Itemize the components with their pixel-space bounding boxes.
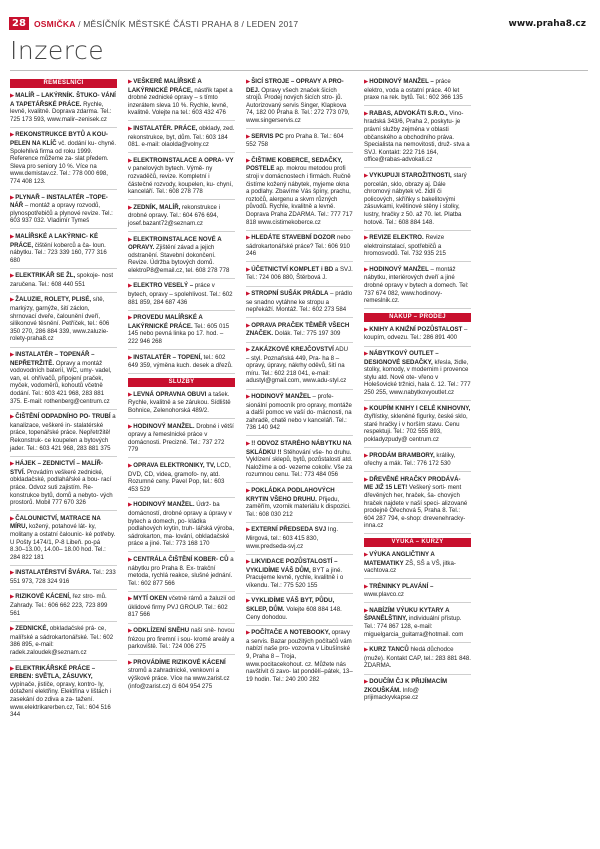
ad-body: tel.: 602 649 359, výměna kuch. desek a dřezů. [128,353,233,370]
bullet-triangle-icon: ▶ [128,628,133,635]
ad-headline: VEŠKERÉ MALÍŘSKÉ A LAKÝRNICKÉ PRÁCE, [128,78,202,94]
ad-headline: PROVEDU MALÍŘSKÉ A LAKÝRNICKÉ PRÁCE. [128,314,203,330]
masthead [34,18,298,30]
bullet-triangle-icon: ▶ [246,487,251,494]
bullet-triangle-icon: ▶ [128,354,133,361]
ad-headline: OPRAVA PRAČEK TĚMĚŘ VŠECH ZNAČEK. [246,321,350,338]
ad-body: Info@ prijimackyvkapse.cz [364,686,419,702]
bullet-triangle-icon: ▶ [364,110,369,117]
classified-ad [10,351,117,410]
ad-body: Veškerý sorti- ment dřevěných her, hraček, ša- chových hraček najdete v naší speci- alizované prodejně Ořechová 5, Praha 8. Tel.: 604 287 794, e-shop: drevenehracky-inna.cz [364,484,468,530]
bullet-triangle-icon: ▶ [128,423,133,430]
classified-ad [364,476,471,535]
classified-ad [10,625,117,661]
classified-ad [128,157,235,200]
ad-body: – prádlo se snadno vytáhne ke stropu a nepřekáží. Montáž. Tel.: 602 273 584 [246,290,353,314]
ad-headline: ZEDNÍK, MALÍŘ, [133,203,181,211]
ad-body: Volejte 608 884 148. Ceny dohodou. [246,606,342,621]
ad-body: LCD, DVD, CD, videa, gramofo- ny, atd. Rozumné ceny. Pavel Pop, tel.: 603 453 529 [128,461,231,493]
classified-ad [364,405,471,448]
bullet-triangle-icon: ▶ [246,598,251,605]
classified-ad [364,350,471,401]
ad-headline: HODINOVÝ MANŽEL [369,265,429,273]
ad-body: práce v bytech, opravy – spolehlivost. Tel.: 602 881 859, 284 687 436 [128,282,233,306]
bullet-triangle-icon: ▶ [10,570,15,577]
ad-headline: RABAS, ADVOKÁTI S.R.O., [369,109,448,117]
classified-ad [364,607,471,643]
ad-headline: LEVNÁ OPRAVNA OBUVI [133,390,207,398]
bullet-triangle-icon: ▶ [10,233,15,240]
classified-ad [128,236,235,279]
ad-body: vč. dodání ku- chyně. Spolehlivá firma od roku 1999. Reference můžeme za- slat předem. Sleva pro seniory 10 %. Více na www.demistav.cz. Tel.: 778 000 698, 774 408 123. [10,139,117,185]
ad-body: křesla, židle, stolky, komody, v modernim i provence stylu atd. Nově ote- vřeno v Holešovické tržnici, hala č. 12. Tel.: 777 250 255, www.nabytkovyoutlet.cz [364,358,471,396]
classified-ad [128,354,235,375]
ad-body: obkladačské prá- ce, malířské a sádrokartonářské. Tel.: 602 386 895, e-mail: radek.zaloudek@seznam.cz [10,625,114,657]
bullet-triangle-icon: ▶ [10,132,15,139]
classified-ad [246,133,353,154]
ad-body: Zjištění závad a jejich odstranění. Stavební dokončení. Revize. Údržba bytových domů. elektroP8@email.cz, tel. 608 278 778 [128,244,230,274]
bullet-triangle-icon: ▶ [246,79,251,85]
bullet-triangle-icon: ▶ [128,502,133,509]
bullet-triangle-icon: ▶ [128,283,133,290]
bullet-triangle-icon: ▶ [246,527,251,534]
bullet-triangle-icon: ▶ [246,347,251,354]
ad-body: naší sně- hovou frézou pro firemní i sou- kromé areály a parkoviště. Tel.: 724 006 275 [128,627,235,651]
ad-body: BYT a jiné. Pracujeme levně, rychle, kvalitně i o víkendu. Tel.: 775 520 155 [246,566,344,589]
classified-ad [246,487,353,523]
classified-ad [246,157,353,231]
ad-headline: MALÍŘ – LAKÝRNÍK. ŠTUKO- VÁNÍ A TAPETÁŘSKÉ PRÁCE. [10,92,116,108]
classified-ad [364,234,471,262]
bullet-triangle-icon: ▶ [246,266,251,273]
ad-body: a SVJ. Tel.: 724 006 880, Štěrbová J. [246,265,353,282]
ad-headline: DOUČÍM ČJ K PŘIJÍMACÍM ZKOUŠKÁM. [364,678,448,694]
site-url[interactable]: www.praha8.cz [508,19,586,29]
classified-ad [10,460,117,511]
ad-headline: KOUPÍM KNIHY I CELÉ KNIHOVNY, [369,404,471,412]
bullet-triangle-icon: ▶ [128,556,133,563]
ad-headline: ČIŠTĚNÍ ODPADNÍHO PO- TRUBÍ [15,413,111,421]
ad-headline: ELEKTROINSTALACE NOVÉ A OPRAVY. [128,235,222,252]
ad-body: hledá důchodce (muže). Kontakt CAP, tel.: 283 881 848. ZDARMA. [364,646,471,670]
ad-body: ZŠ, SŠ a VŠ, jitka-vachtova.cz [364,559,456,575]
bullet-triangle-icon: ▶ [246,559,251,566]
classified-ad [10,194,117,230]
classified-ad [10,131,117,190]
ad-body: – koupím, odvezu. Tel.: 286 891 400 [364,325,468,342]
classified-ad [246,440,353,483]
classified-ad [10,272,117,293]
bullet-triangle-icon: ▶ [10,273,15,280]
page-header [0,17,600,31]
ad-headline: RIZIKOVÉ KÁCENÍ, [15,593,71,601]
section-heading: VÝUKA – KURZY [364,538,471,547]
ad-headline: SERVIS PC [251,132,284,140]
bullet-triangle-icon: ▶ [10,194,15,201]
bullet-triangle-icon: ▶ [364,405,369,412]
classified-ad [364,678,471,705]
bullet-triangle-icon: ▶ [364,351,369,358]
bullet-triangle-icon: ▶ [128,391,133,398]
ad-headline: INSTALATÉR. PRÁCE, [133,124,198,132]
classified-ad [246,322,353,343]
bullet-triangle-icon: ▶ [364,583,369,590]
ad-headline: VYKLIDÍME VÁŠ BYT, PŮDU, SKLEP, DŮM. [246,597,335,614]
bullet-triangle-icon: ▶ [364,235,369,242]
bullet-triangle-icon: ▶ [364,79,369,85]
bullet-triangle-icon: ▶ [10,626,15,633]
ad-body: kožený, potahové lát- ky, molitany a ostatní čalounic- ké potřeby. U Pošty 1474/1, P-8 Libeň. po-pá 8.30–13.00, 14.00– 18.00 hod. Tel.: 284 822 181 [10,523,116,561]
ad-headline: NÁBYTKOVÝ OUTLET – DESIGNOVÉ SEDAČKY, [364,350,439,366]
column-1 [10,78,117,726]
classified-ad [128,423,235,459]
ad-body: nebo sádrokartonářské práce? Tel.: 606 910 246 [246,234,351,258]
ad-headline: HODINOVÝ MANŽEL. [133,501,195,509]
ad-body: Přijedu, zaměřím, vzornik materiálu k dispozici. Tel.: 608 030 212 [246,495,351,518]
ad-headline: ÚČETNICTVÍ KOMPLET i BD [251,265,334,273]
ad-headline: HÁJEK – ZEDNICTVÍ – MALÍŘ- STVÍ. [10,460,103,476]
classified-ad [128,282,235,310]
ad-headline: ŽALUZIE, ROLETY, PLISÉ, [15,296,92,304]
ad-body: stromů a zahradnické, venkovní a výškové práce. Více na www.zarist.cz (info@zarist.cz) či 604 954 275 [128,667,230,690]
ad-body: rekonstrukce i drobné opravy. Tel.: 604 676 694, josef.bazant72@seznam.cz [128,203,220,227]
bullet-triangle-icon: ▶ [10,414,15,421]
ad-headline: VYKUPUJI STAROŽITNOSTI, [369,171,452,179]
bullet-triangle-icon: ▶ [128,462,133,469]
classified-ad [10,593,117,621]
bullet-triangle-icon: ▶ [246,291,251,298]
ad-body: nástřik tapet a drobné zednické opravy – s tímto inzerátem sleva 10 %. Rychle, levně, kvalitně. Volejte na tel.: 603 432 476 [128,86,233,117]
bullet-triangle-icon: ▶ [364,476,369,483]
ad-body: www.plavco.cz [364,591,404,599]
bullet-triangle-icon: ▶ [246,133,251,140]
ad-body: včetně rámů a žaluzií od úklidové firmy PVJ GROUP. Tel.: 602 817 566 [128,595,235,619]
classified-ad [364,326,471,347]
bullet-triangle-icon: ▶ [128,236,133,243]
bullet-triangle-icon: ▶ [364,452,369,459]
classified-ad [246,346,353,389]
ad-body: Rychle, levně, kvalitně. Doprava zdarma. Tel.: 725 173 593, www.malir–zenisek.cz [10,100,112,123]
bullet-triangle-icon: ▶ [10,665,15,672]
ad-body: – montáž nábytku, interiérových dveří a jiné drobné opravy v bytech a domech. Tel: 737 674 082, www.hodinovy-remeslnik.cz. [364,265,469,305]
ad-body: obklady, zed. rekonstrukce, byt, dům. Tel.: 603 184 081. e-mail: olaolda@volny.cz [128,124,235,149]
bullet-triangle-icon: ▶ [364,551,369,558]
ad-body: Opravy všech značek šicích strojů. Prodej nových šicích stro- jů. Autorizovaný servis Singer, Klapkova 74, 182 00 Praha 8. Tel.: 272 773 079, www.singerservis.cz [246,86,350,124]
bullet-triangle-icon: ▶ [246,630,251,637]
ad-body: vypínače, jističe, opravy, kontro- ly, dotažení elektřiny. Elektřina v lištách i zasekání do zdiva a za- tažení. www.elektrikarerben.cz, Tel.: 604 516 344 [10,680,112,719]
ad-headline: INSTALATÉR – TOPENÁŘ – NEPŘETRŽITĚ. [10,351,95,367]
ad-headline: POKLÁDKA PODLAHOVÝCH KRYTIN VŠEHO DRUHU. [246,486,335,503]
ad-body: práce elektro, voda a ostatní práce. 40 let praxe na rek. bytů. Tel.: 602 366 135 [364,78,463,102]
ad-headline: HODINOVÝ MANŽEL. [133,422,195,430]
ad-headline: HODINOVÝ MANŽEL – [369,78,434,85]
bullet-triangle-icon: ▶ [128,596,133,603]
ad-headline: ELEKTRIKÁŘ SE ŽL, [15,272,76,280]
classified-ad [246,526,353,554]
ad-headline: DŘEVĚNÉ HRAČKY PRODÁVÁ- ME JIŽ 15 LET! [364,475,461,492]
ad-headline: MYTÍ OKEN [133,595,168,603]
ad-body: Provádím veškeré zednické, obkladačské, podlahářské a bou- rací práce. Odvoz suti zajistím. Re- konstrukce bytů, domů a nebyto- vých prostorů. Mobil 777 670 326 [10,468,113,507]
column-3 [246,78,353,690]
ad-body: individuální přístup. Tel.: 774 867 128, e-mail: miguelgarcia_guitarra@hotmail. com [364,615,464,638]
classified-ad [128,78,235,121]
ad-headline: OPRAVA ELEKTRONIKY, TV, [133,461,216,469]
column-4 [364,78,471,709]
page-number: 28 [9,17,29,30]
ad-headline: ZEDNICKÉ, [15,625,49,633]
ad-headline: LIKVIDACE POZŮSTALOSTÍ – VYKLIDÍME VÁŠ DŮM, [246,558,338,574]
ad-body: ap. mokrou metodou profi stroji v domácnostech i firmách. Ručně čistíme kožený nábytek, myjeme okna a podlahy. Zbavíme Vás špíny, prachu, roztočů, alergenu a skvrn různých původů. Rychle, kvalitně a levně. Doprava Praha ZDARMA. Tel.: 777 717 818 www.cistimekoberce.cz [246,165,353,226]
ad-body: Drobné i větší opravy a řemeslnické práce v domácnosti. Precizně. Tel.: 737 272 779 [128,422,234,454]
bullet-triangle-icon: ▶ [246,440,251,447]
bullet-triangle-icon: ▶ [364,607,369,614]
bullet-triangle-icon: ▶ [246,157,251,164]
bullet-triangle-icon: ▶ [10,93,15,99]
ad-headline: PROVÁDÍME RIZIKOVÉ KÁCENÍ [133,658,226,666]
classified-ad [10,665,117,723]
ad-body: opravy a servis. Bazar použitých počítačů vám nabízí naše pro- vozovna v Libušínské 9, Praha 8 – Troja, www.pocitacekohout. cz. Můžete nás navštívit či zavo- lat pondělí–pátek, 13–19 hodin. Tel.: 240 200 282 [246,629,353,683]
ad-body: – profe- sionální pomocník pro opravy, montáže a další pomoc ve vaší do- mácnosti, na zahradě, chatě nebo v kanceláři. Tel.: 736 140 942 [246,393,352,432]
ad-headline: ČALOUNICTVÍ, MATRACE NA MÍRU, [10,514,101,531]
ad-headline: ELEKTROINSTALACE A OPRA- VY [133,156,234,164]
ad-headline: REKONSTRUKCE BYTŮ A KOU- PELEN NA KLÍČ [10,131,108,147]
ad-headline: ELEKTRO VESELÝ – [133,282,194,290]
classified-ad [246,266,353,287]
classified-ad [128,314,235,350]
page-title: Inzerce [10,36,105,65]
ad-headline: KURZ TANCŮ [369,646,409,654]
bullet-triangle-icon: ▶ [364,647,369,654]
ad-headline: KNIHY A KNIŽNÍ POZŮSTALOST [369,325,463,333]
classified-ad [128,595,235,623]
classifieds-columns [10,78,590,843]
bullet-triangle-icon: ▶ [246,235,251,242]
ad-body: Ing. Mirgová, tel.: 603 415 830, www.predseda-svj.cz [246,526,339,550]
ad-body: Stěhování vše- ho druhu. Vyklízení sklepů, bytů, pozůstalostí atd. Naložíme a od- vezeme cokoliv. Vše za rozumnou cenu. Tel.: 773 484 056 [246,448,353,479]
ad-body: Dolák. Tel.: 775 197 309 [274,330,341,338]
classified-ad [364,78,471,106]
classified-ad [10,515,117,566]
classified-ad [10,92,117,128]
ad-headline: EXTERNÍ PŘEDSEDA SVJ [251,526,327,534]
classified-ad [246,393,353,436]
classified-ad [364,551,471,579]
classified-ad [364,583,471,604]
ad-body: králíky, ořechy a mák. Tel.: 776 172 530 [364,451,456,468]
classified-ad [364,452,471,473]
ad-body: sítě, markýzy, garnýže, šití záclon, shrnovací dveře, čalounění dveří, silikonové těsnění. Petříček, tel.: 606 350 270, 286 884 339, www.zaluzie-rolety-praha8.cz [10,296,110,343]
bullet-triangle-icon: ▶ [128,125,133,132]
classified-ad [128,391,235,419]
bullet-triangle-icon: ▶ [364,326,369,333]
classified-ad [128,627,235,655]
magazine-brand: OSMIČKA [34,19,76,29]
bullet-triangle-icon: ▶ [10,352,15,359]
bullet-triangle-icon: ▶ [364,266,369,273]
ad-headline: ODKLÍZENÍ SNĚHU [133,627,190,635]
bullet-triangle-icon: ▶ [246,322,251,329]
bullet-triangle-icon: ▶ [128,157,133,164]
ad-body: Revize elektroinstalací, spotřebičů a hromosvodů. Tel. 732 935 215 [364,234,446,258]
ad-headline: CENTRÁLA ČIŠTĚNÍ KOBER- CŮ [133,555,229,563]
classified-ad [10,233,117,269]
ad-body: a kanalizace, veškeré in- stalatérské práce, topenářské práce. Nepřetržitě! Rekonstruk- ce koupelen a bytových jader. Tel.: 603 421 968, 283 881 375 [10,413,116,452]
section-heading: ŘEMESLNÍCI [10,79,117,88]
ad-body: – montáž a opravy rozvodů, plynospotřebičů a plynové revize. Tel.: 603 937 032. Vladimír Tymeš [10,202,113,225]
classified-ad [10,569,117,590]
masthead-issue: / MĚSÍČNÍK MĚSTSKÉ ČÁSTI PRAHA 8 / LEDEN 2017 [78,19,299,29]
classified-ad [128,556,235,592]
ad-headline: PRODÁM BRAMBORY, [369,451,435,459]
ad-headline: HODINOVÝ MANŽEL [251,393,311,400]
classified-ad [128,125,235,153]
classified-ad [246,234,353,262]
ad-body: spokoje- nost zaručena. Tel.: 608 440 551 [10,272,114,288]
ad-body: a tašek. Rychle, kvalitně a se zárukou. Sídliště Bohnice, Zelenohorská 489/2. [128,390,231,414]
ad-body: čtyřlístky, skleněné figurky, české sklo, staré hračky i v horším stavu. Cenu respektuji. Tel.: 702 555 893, pokladyzpudy@ centrum.cz [364,413,468,443]
classified-ad [246,597,353,625]
section-heading: SLUŽBY [128,378,235,387]
bullet-triangle-icon: ▶ [10,594,15,601]
ad-headline: NABÍZÍM VÝUKU KYTARY A ŠPANĚLŠTINY, [364,606,450,623]
classified-ad [128,501,235,552]
bullet-triangle-icon: ▶ [128,659,133,666]
ad-headline: HLEDÁTE STAVEBNÍ DOZOR [251,234,336,242]
ad-headline: STROPNÍ SUŠÁK PRÁDLA [251,290,329,298]
ad-body: v panelových bytech. Výmě- ny rozvaděčů, revize. Kompletní i částečné rozvody, koupelen, ku- chyní, kanceláří. Tel.: 608 278 778 [128,165,233,196]
bullet-triangle-icon: ▶ [246,394,251,400]
ad-headline: ŠICÍ STROJE – OPRAVY A PRO- DEJ. [246,78,344,94]
classified-ad [364,266,471,309]
ad-headline: TRÉNINKY PLAVÁNÍ – [369,582,434,590]
classified-ad [246,78,353,129]
classified-ad [364,172,471,231]
classified-ad [128,462,235,498]
ad-headline: VÝUKA ANGLIČTINY A MATEMATIKY [364,550,435,567]
column-2 [128,78,235,697]
ad-body: Opravy a montáž vodovodních baterií, WC, umy- vadel, van, el. ohřívačů, připojení praček, myček, vodoměrů, kohoutů včetně dodání. Tel.: 603 421 968, 283 881 375. E-mail: rothenberg@centrum.cz [10,359,112,405]
ad-headline: ELEKTRIKÁŘSKÉ PRÁCE – ERBEN: SVĚTLA, ZÁSUVKY, [10,664,96,681]
ad-headline: REVIZE ELEKTRO. [369,234,424,242]
ad-headline: POČÍTAČE A NOTEBOOKY, [251,629,330,637]
ad-body: čištění koberců a ča- loun. nábytku. Tel.: 723 339 160, 777 316 680 [10,241,107,264]
ad-headline: ČIŠTIME KOBERCE, SEDAČKY, POSTELE [246,156,343,173]
ad-headline: INSTALATÉR – TOPENÍ, [133,353,202,361]
bullet-triangle-icon: ▶ [364,172,369,179]
ad-body: řez stro- mů. Zahrady. Tel.: 606 662 223, 723 899 561 [10,593,108,617]
bullet-triangle-icon: ▶ [10,461,15,468]
bullet-triangle-icon: ▶ [128,204,133,211]
ad-headline: !! ODVOZ STARÉHO NÁBYTKU NA SKLÁDKU !! [246,439,352,456]
bullet-triangle-icon: ▶ [10,297,15,304]
classified-ad [364,110,471,169]
classified-ad [246,629,353,687]
classified-ad [364,646,471,674]
classified-ad [128,659,235,694]
bullet-triangle-icon: ▶ [364,679,369,686]
ad-body: pro Praha 8. Tel.: 604 552 758 [246,132,344,149]
ad-body: Vino- hradská 343/6, Praha 2, poskytu- je právní služby zejména v oblasti občanského a obchodního práva. Specialista na nemovitosti, druž- stva a SVJ. Kontakt: 222 716 164, office@rabas-advokati.cz [364,109,470,164]
ad-headline: INSTALATÉRSTVÍ ŠVÁRA. [15,569,92,577]
ad-body: Údrž- ba domácností, drobné opravy a úpravy v bytech a domech, po- kládka podlahových krytin, truh- lářská výroba, sádrokarton, ma- lování, obkladačské práce a jiné. Tel.: 773 168 170 [128,501,235,548]
ad-body: starý porcelán, sklo, obrazy aj. Dále chromový nábytek vč. židlí či policových, skříňky s bakelitovými zásuvkami, květinové stěny i stolky, lustry, hračky z 50. až 70. let. Platba hotově. Tel.: 608 884 148. [364,171,467,226]
ad-body: Tel.: 233 551 973, 728 324 916 [10,569,116,585]
ad-headline: PLYNAŘ – INSTALATÉR –TOPE- NÁŘ [10,193,108,210]
ad-headline: MALÍŘSKÉ A LAKÝRNIC- KÉ PRÁCE, [10,232,99,249]
classified-ad [10,296,117,347]
ad-body: a nábytku pro Praha 8. Ex- trakční metoda, rychlá reakce, slušné jednání. Tel.: 602 877 566 [128,555,234,587]
ad-body: Tel.: 605 015 145 nebo pevná linka po 17. hod. – 222 946 268 [128,322,230,346]
ad-body: ADU – styl. Poznaňská 449, Pra- ha 8 – opravy, úpravy, nákrhy oděvů, šití na míru. Tel.: 602 218 041, e-mail: adustyl@gmail.com, www.adu-styl.cz [246,346,349,385]
title-divider [10,70,588,71]
classified-ad [246,558,353,594]
bullet-triangle-icon: ▶ [128,315,133,322]
classified-ad [10,413,117,456]
classified-ad [128,204,235,232]
ad-headline: ZAKÁZKOVÉ KREJČOVSTVÍ [251,346,334,354]
bullet-triangle-icon: ▶ [10,515,15,522]
section-heading: NÁKUP – PRODEJ [364,313,471,322]
bullet-triangle-icon: ▶ [128,79,133,85]
classified-ad [246,290,353,318]
